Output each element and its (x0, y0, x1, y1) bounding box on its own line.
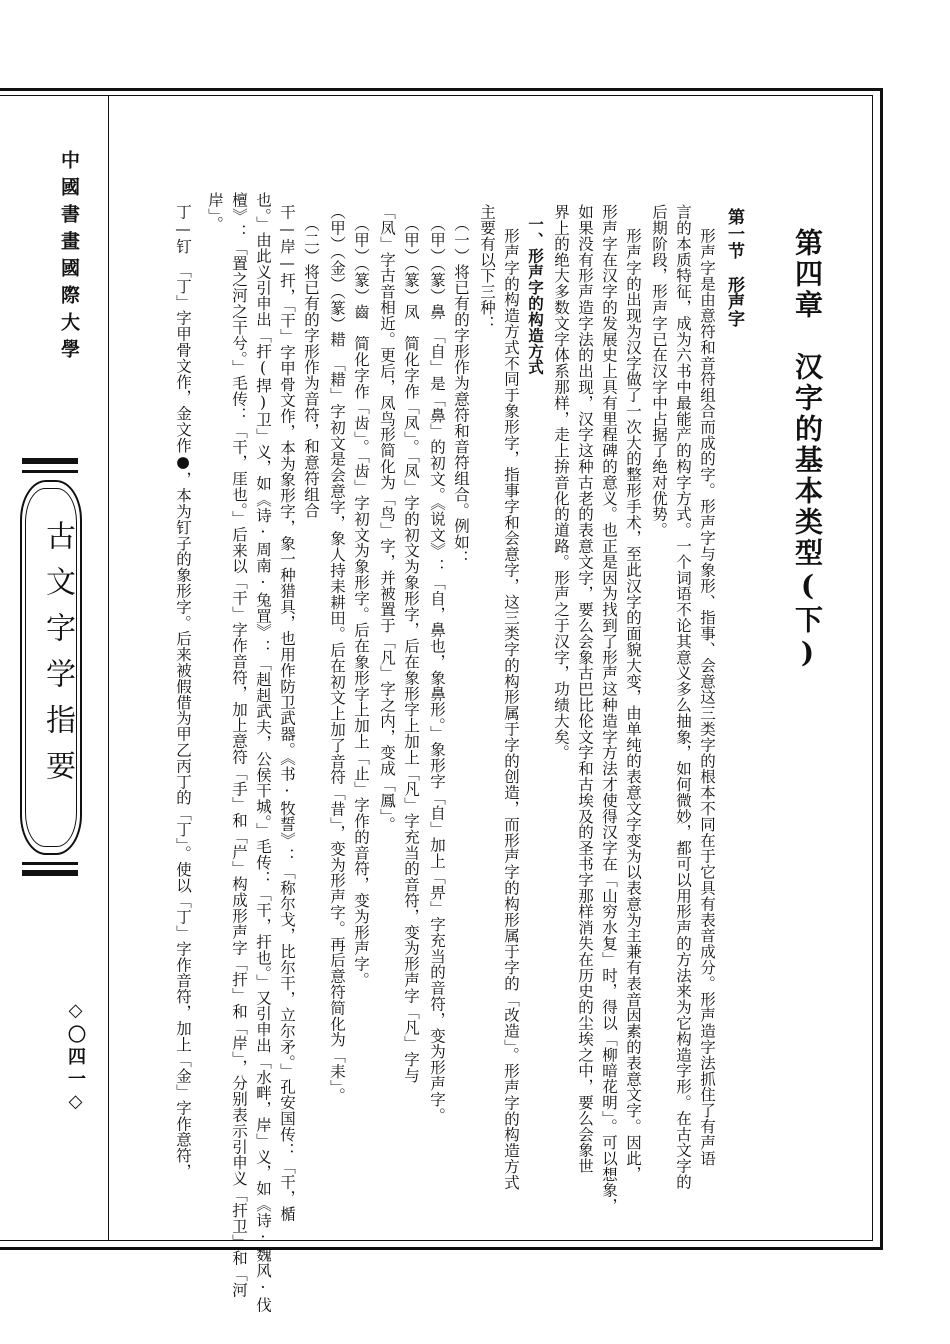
body-column: 形声字的出现为汉字做了一次大的整形手术，至此汉字的面貌大变，由单纯的表意文字变为以表意为主兼有表音因素的表意文字。因此， (624, 228, 642, 1182)
body-column: 「凤」字古音相近。更后，凤鸟形简化为「鸟」字，并被置于「凡」字之内，变成「鳳」。 (378, 204, 396, 833)
body-column: 干—岸—扞，「干」字甲骨文作，本为象形字，象一种猎具，也用作防卫武器。《书·牧誓》：「称尔戈，比尔干，立尔矛。」孔安国传：「干，楯 (278, 204, 296, 1222)
body-column: 主要有以下三种： (478, 204, 496, 332)
badge-bottom-bar (22, 870, 78, 876)
body-column: 也。」由此义引申出「扞(捍)卫」义，如《诗·周南·兔罝》：「赳赳武夫，公侯干城。」毛传：「干，扞也。」又引申出「水畔，岸」义，如《诗·魏风·伐 (254, 192, 272, 1313)
section-title: 第一节 形声字 (724, 208, 744, 327)
chapter-title: 第四章 汉字的基本类型(下) (791, 228, 824, 672)
body-column: 言的本质特征，成为六书中最能产的构字方式。一个词语不论其意义多么抽象，如何微妙，都可以用形声的方法来为它构造字形。在古文字的 (674, 204, 692, 1190)
body-column: 界上的绝大多数文字体系那样，走上拚音化的道路。形声之于汉字，功绩大矣。 (552, 204, 570, 761)
sidebar-divider (108, 96, 109, 1240)
body-column: 后期阶段，形声字已在汉字中占据了绝对优势。 (650, 204, 668, 538)
body-column: 形声字的构造方式不同于象形字，指事字和会意字，这三类字的构形属于字的创造，而形声字的构形属于字的「改造」。形声字的构造方式 (502, 228, 520, 1191)
body-column: 岸」。 (206, 192, 224, 232)
badge-top-bar (22, 458, 78, 464)
subsection-heading: 一、形声字的构造方式 (526, 216, 545, 375)
body-column: （甲）（金）（篆）耤 「耤」字初文是会意字，象人持耒耕田。后在初文上加了音符「昔」，变为形声字。再后意符简化为「耒」。 (328, 204, 346, 1104)
body-column: 形声字在汉字的发展史上具有里程碑的意义。也正是因为找到了形声这种造字方法才使得汉字在「山穷水复」时，得以「柳暗花明」。可以想象， (600, 204, 618, 1214)
body-column: （甲）（篆）鼻 「自」是「鼻」的初文。《说文》：「自，鼻也，象鼻形。」象形字「自」加上「畀」字充当的音符，变为形声字。 (428, 216, 446, 1124)
book-title: 古文字学指要 (40, 520, 75, 796)
body-column: （甲）（篆）凤 简化字作「凤」。「凤」字的初文为象形字，后在象形字上加上「凡」字充当的音符，变为形声字「凡」字与 (402, 216, 420, 1084)
university-name: 中國書畫國際大學 (58, 150, 80, 366)
body-column: 檀》：「置之河之干兮。」毛传：「干，厓也。」后来以「干」字作音符，加上意符「手」和「屵」构成形声字「扞」和「岸」，分别表示引申义「扞卫」和「河 (230, 192, 248, 1298)
body-column: （甲）（篆）齒 简化字作「齿」。「齿」字初文为象形字。后在象形字上加上「止」字作的音符，变为形声字。 (352, 216, 370, 988)
page-number: ◇〇四一◇ (65, 1000, 86, 1116)
body-column: 形声字是由意符和音符组合而成的字。形声字与象形、指事、会意这三类字的根本不同在于它具有表音成分。形声造字法抓住了有声语 (698, 228, 716, 1167)
body-column: 如果没有形声造字法的出现，汉字这种古老的表意文字，要么会象古巴比伦文字和古埃及的圣书字那样消失在历史的尘埃之中，要么会象世 (576, 204, 594, 1174)
body-column: （二）将已有的字形作为音符，和意符组合 (302, 216, 320, 519)
body-column: （一）将已有的字形作为意符和音符组合。例如： (452, 216, 470, 566)
badge-top-bar-thin (22, 470, 78, 473)
book-title-badge (18, 480, 84, 855)
body-column: 丁—钉 「丁」字甲骨文作，金文作●，本为钉子的象形字。后来被假借为甲乙丙丁的「丁」。使以「丁」字作音符，加上「金」字作意符， (174, 204, 192, 1180)
badge-bottom-bar-thin (22, 862, 78, 865)
